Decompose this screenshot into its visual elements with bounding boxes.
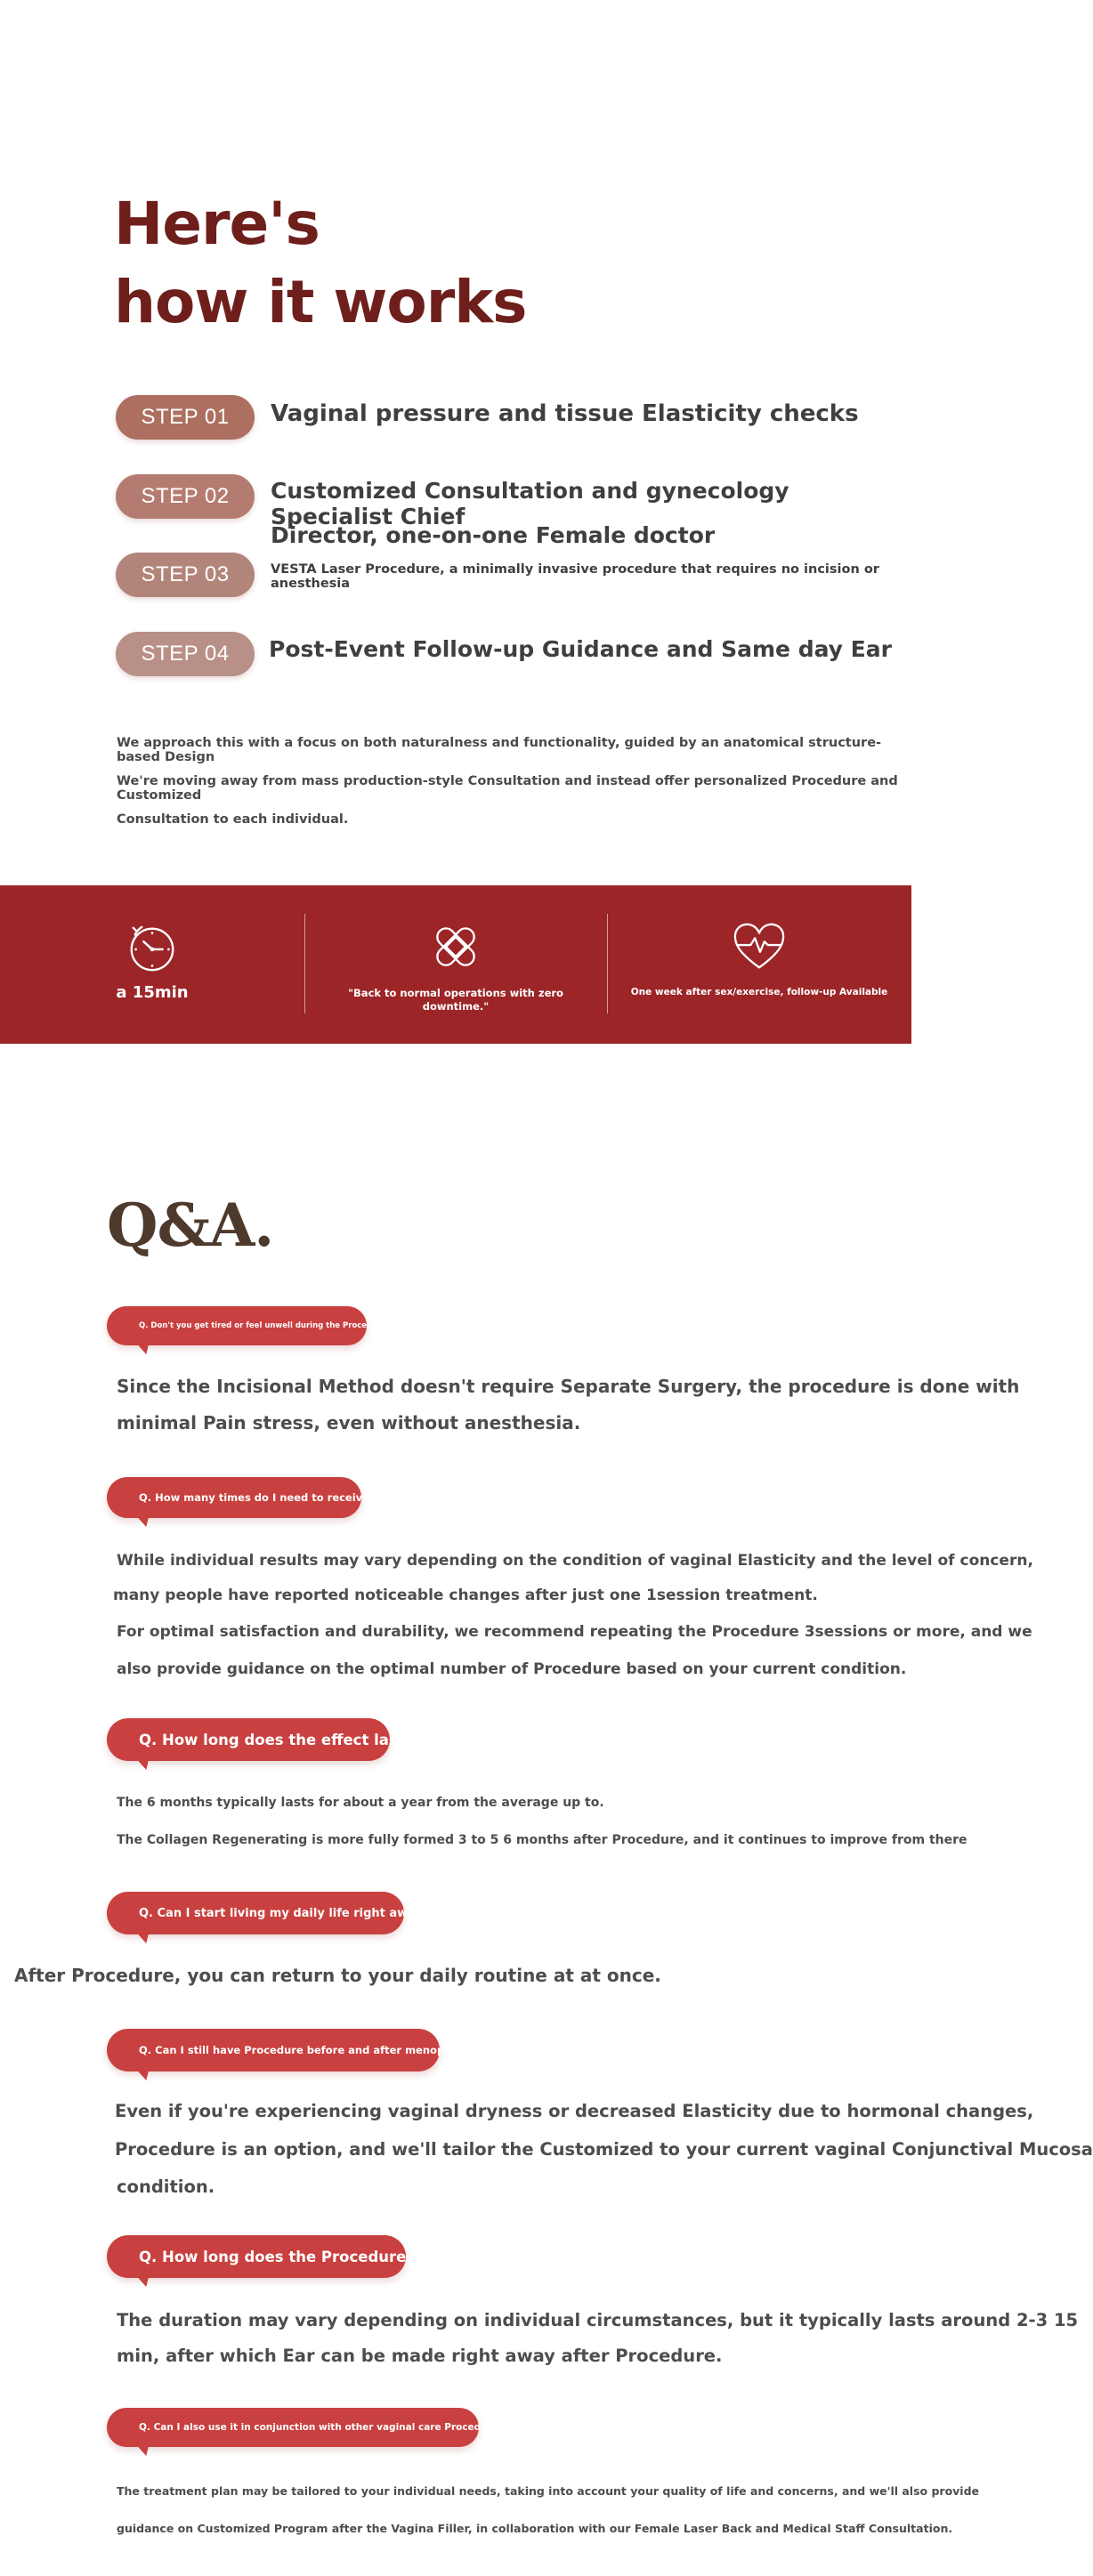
how-it-works-title [114, 185, 526, 342]
intro-line-3: Consultation to each individual. [117, 812, 349, 827]
banner-item-downtime [304, 885, 607, 1044]
qa-answer-2-line-3: For optimal satisfaction and durability, we recommend repeating the Procedure 3sessions or more, and we [117, 1623, 1032, 1641]
how-it-works-section [0, 0, 911, 885]
qa-question-4 [107, 1892, 430, 1934]
qa-answer-1-line-1: Since the Incisional Method doesn't require Separate Surgery, the procedure is done with [117, 1376, 1020, 1397]
qa-answer-7-line-1: The treatment plan may be tailored to your individual needs, taking into account your quality of life and concerns, and we'll also provide [117, 2484, 980, 2498]
title-line-1: Here's [114, 190, 320, 258]
step-03-badge: STEP 03 [116, 553, 255, 597]
qa-answer-1-line-2: minimal Pain stress, even without anesthesia. [117, 1412, 581, 1433]
qa-answer-5-line-3: condition. [117, 2176, 215, 2197]
qa-answer-6-line-1: The duration may vary depending on individual circumstances, but it typically lasts around 2-3 15 [117, 2310, 1079, 2330]
stopwatch-icon [125, 919, 180, 974]
banner-downtime-caption [348, 987, 563, 1013]
qa-answer-5-line-1: Even if you're experiencing vaginal dryness or decreased Elasticity due to hormonal changes, [115, 2101, 1034, 2121]
title-line-2: how it works [114, 268, 527, 336]
qa-question-4-text: Q. Can I start living my daily life right away? [139, 1906, 430, 1920]
qa-answer-4-line-1: After Procedure, you can return to your daily routine at at once. [14, 1965, 661, 1986]
step-03-text: VESTA Laser Procedure, a minimally invasive procedure that requires no incision or anesthesia [271, 562, 879, 591]
qa-answer-2-line-4: also provide guidance on the optimal number of Procedure based on your current condition. [117, 1660, 907, 1678]
banner-followup-caption: One week after sex/exercise, follow-up Available [630, 987, 888, 997]
qa-answer-2-line-1: While individual results may vary depending on the condition of vaginal Elasticity and the level of concern, [117, 1552, 1033, 1570]
qa-answer-3-line-2: The Collagen Regenerating is more fully formed 3 to 5 6 months after Procedure, and it continues to improve from there [117, 1833, 968, 1847]
qa-answer-6-line-2: min, after which Ear can be made right away after Procedure. [117, 2346, 723, 2366]
qa-question-6-text: Q. How long does the Procedure take? [139, 2248, 457, 2265]
qa-question-3 [107, 1718, 414, 1761]
intro-line-1: We approach this with a focus on both naturalness and functionality, guided by an anatomical structure-based Design [117, 736, 882, 764]
qa-answer-7-line-2: guidance on Customized Program after the Vagina Filler, in collaboration with our Female Laser Back and Medical Staff Consultation. [117, 2522, 953, 2535]
qa-question-5 [107, 2029, 478, 2071]
qa-question-7-text: Q. Can I also use it in conjunction with other vaginal care Procedure? [139, 2422, 505, 2433]
qa-answer-5-line-2: Procedure is an option, and we'll tailor the Customized to your current vaginal Conjunctival Mucosa [115, 2139, 1093, 2160]
qa-answer-2-line-2: many people have reported noticeable changes after just one 1session treatment. [113, 1587, 818, 1604]
step-04-badge: STEP 04 [116, 632, 255, 676]
qa-question-1 [107, 1306, 392, 1345]
qa-question-3-text: Q. How long does the effect last? [139, 1731, 414, 1748]
step-02-text-2: Director, one-on-one Female doctor [271, 522, 716, 548]
intro-line-2: We're moving away from mass production-style Consultation and instead offer personalized Procedure and Customized [117, 774, 898, 803]
step-02-text: Customized Consultation and gynecology Specialist Chief [271, 478, 789, 529]
step-02-badge: STEP 02 [116, 474, 255, 519]
qa-question-2 [107, 1477, 388, 1518]
qa-title: Q&A. [107, 1191, 274, 1260]
heart-pulse-icon [732, 919, 787, 974]
benefits-banner [0, 885, 911, 1044]
banner-item-time [0, 885, 304, 1044]
qa-question-2-text: Q. How many times do I need to receive it? [139, 1491, 388, 1504]
banner-downtime-caption-line-1: "Back to normal operations with zero [348, 987, 563, 999]
qa-answer-3-line-1: The 6 months typically lasts for about a year from the average up to. [117, 1796, 604, 1810]
qa-question-5-text: Q. Can I still have Procedure before and after menopause? [139, 2044, 478, 2056]
qa-question-6 [107, 2235, 457, 2278]
banner-time-caption: a 15min [116, 983, 189, 1002]
step-04-text: Post-Event Follow-up Guidance and Same day Ear [269, 636, 892, 662]
banner-item-followup [607, 885, 911, 1044]
qa-question-1-text: Q. Don't you get tired or feel unwell during the Procedure? [139, 1321, 392, 1330]
step-01-badge: STEP 01 [116, 395, 255, 440]
step-01-text: Vaginal pressure and tissue Elasticity checks [271, 400, 859, 427]
banner-downtime-caption-line-2: downtime." [422, 1000, 490, 1013]
qa-question-7 [107, 2408, 505, 2447]
bandage-icon [428, 919, 483, 974]
